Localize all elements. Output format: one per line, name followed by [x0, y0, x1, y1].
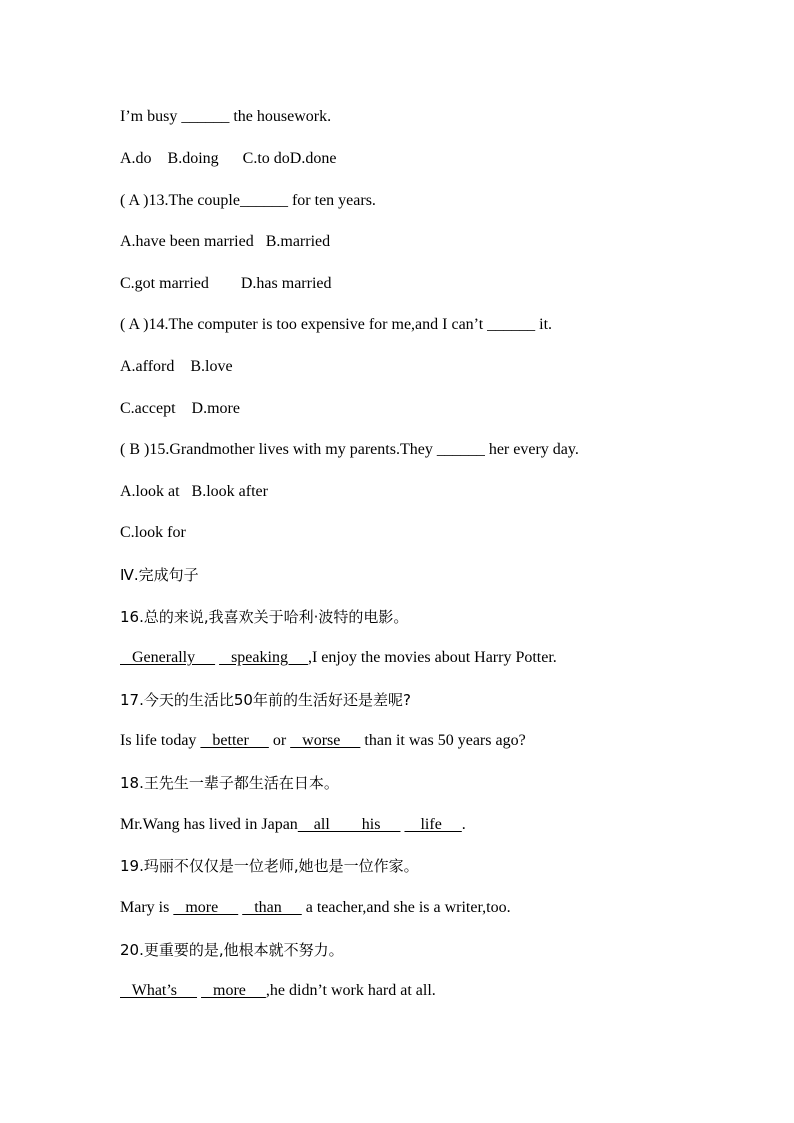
question-20-prompt: 20.更重要的是,他根本就不努力。 [120, 941, 344, 959]
question-13-options-row2: C.got married D.has married [120, 275, 332, 292]
question-14-options-row2: C.accept D.more [120, 400, 240, 417]
answer-blank: more [201, 982, 266, 999]
question-19-prompt: 19.玛丽不仅仅是一位老师,她也是一位作家。 [120, 857, 419, 875]
answer-blank: worse [290, 732, 361, 749]
question-18-answer [120, 815, 466, 835]
question-19-answer [120, 898, 511, 918]
question-17-answer [120, 731, 526, 751]
question-12-stem: I’m busy ______ the housework. [120, 108, 332, 125]
answer-blank: life [404, 816, 462, 833]
answer-text: or [268, 732, 291, 749]
question-16-answer [120, 648, 557, 668]
answer-text: ,he didn’t work hard at all. [265, 982, 436, 999]
answer-blank: all his [297, 816, 401, 833]
question-17-prompt: 17.今天的生活比50年前的生活好还是差呢? [120, 691, 411, 709]
answer-text: Mr.Wang has lived in Japan [120, 816, 298, 833]
answer-text: than it was 50 years ago? [360, 732, 526, 749]
section-heading: Ⅳ.完成句子 [120, 566, 199, 584]
answer-blank: speaking [219, 649, 308, 666]
question-15-stem: ( B )15.Grandmother lives with my parents.They ______ her every day. [120, 441, 579, 458]
answer-blank: better [200, 732, 269, 749]
question-14-options-row1: A.afford B.love [120, 358, 233, 375]
question-15-options-row2: C.look for [120, 524, 186, 541]
question-13-stem: ( A )13.The couple______ for ten years. [120, 192, 376, 209]
answer-blank: What’s [120, 982, 198, 999]
answer-blank: Generally [120, 649, 216, 666]
question-12-options: A.do B.doing C.to doD.done [120, 150, 337, 167]
answer-text: Mary is [120, 899, 174, 916]
question-13-options-row1: A.have been married B.married [120, 233, 331, 250]
answer-text: ,I enjoy the movies about Harry Potter. [307, 649, 557, 666]
answer-blank: more [173, 899, 239, 916]
question-15-options-row1: A.look at B.look after [120, 483, 268, 500]
question-16-prompt: 16.总的来说,我喜欢关于哈利·波特的电影。 [120, 608, 409, 626]
answer-blank: than [242, 899, 302, 916]
answer-text: a teacher,and she is a writer,too. [301, 899, 511, 916]
question-20-answer [120, 981, 436, 1001]
question-14-stem: ( A )14.The computer is too expensive for me,and I can’t ______ it. [120, 316, 553, 333]
answer-text: . [461, 816, 466, 833]
answer-text: Is life today [120, 732, 201, 749]
question-18-prompt: 18.王先生一辈子都生活在日本。 [120, 774, 339, 792]
